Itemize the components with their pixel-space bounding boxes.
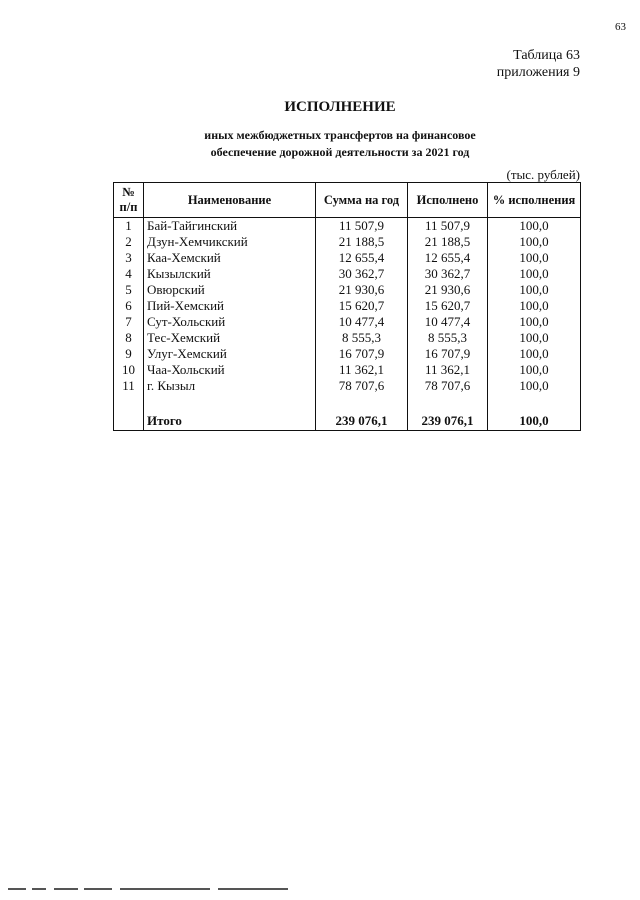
table-reference-line1: Таблица 63 [513,48,580,63]
row-done: 10 477,4 [408,314,488,330]
row-sum: 12 655,4 [316,250,408,266]
row-pct: 100,0 [488,218,581,235]
row-number: 6 [114,298,144,314]
table-row [114,362,581,378]
total-label: Итого [144,412,316,431]
table-row [114,266,581,282]
row-name: Чаа-Хольский [144,362,316,378]
row-name: г. Кызыл [144,378,316,394]
row-name: Кызылский [144,266,316,282]
row-sum: 16 707,9 [316,346,408,362]
row-sum: 8 555,3 [316,330,408,346]
row-name: Бай-Тайгинский [144,218,316,235]
header-number-line2: п/п [119,200,138,214]
row-number: 4 [114,266,144,282]
document-subtitle [0,127,640,161]
row-sum: 78 707,6 [316,378,408,394]
row-pct: 100,0 [488,346,581,362]
row-sum: 11 362,1 [316,362,408,378]
row-name: Сут-Хольский [144,314,316,330]
budget-table-container [113,182,580,431]
row-number: 3 [114,250,144,266]
table-row [114,282,581,298]
row-name: Овюрский [144,282,316,298]
header-done: Исполнено [408,183,488,218]
subtitle-line2: обеспечение дорожной деятельности за 2021 год [210,145,470,159]
header-name: Наименование [144,183,316,218]
row-done: 21 930,6 [408,282,488,298]
row-number: 5 [114,282,144,298]
row-pct: 100,0 [488,298,581,314]
row-done: 12 655,4 [408,250,488,266]
row-pct: 100,0 [488,250,581,266]
header-pct: % исполнения [488,183,581,218]
row-pct: 100,0 [488,330,581,346]
table-reference [497,47,580,81]
header-number-line1: № [122,185,135,199]
page-number: 63 [615,21,626,33]
row-done: 8 555,3 [408,330,488,346]
scan-footer-marks [8,888,308,890]
table-total-row [114,412,581,431]
spacer-cell [408,394,488,412]
document-title: ИСПОЛНЕНИЕ [284,99,396,115]
row-done: 30 362,7 [408,266,488,282]
row-name: Улуг-Хемский [144,346,316,362]
table-body [114,218,581,431]
header-number [114,183,144,218]
table-row [114,330,581,346]
table-row [114,298,581,314]
row-name: Тес-Хемский [144,330,316,346]
table-row [114,378,581,394]
row-done: 16 707,9 [408,346,488,362]
row-pct: 100,0 [488,266,581,282]
row-pct: 100,0 [488,282,581,298]
table-row [114,234,581,250]
row-sum: 21 930,6 [316,282,408,298]
row-done: 21 188,5 [408,234,488,250]
table-row [114,250,581,266]
table-reference-line2: приложения 9 [496,65,580,80]
spacer-cell [488,394,581,412]
total-done: 239 076,1 [408,412,488,431]
row-done: 11 507,9 [408,218,488,235]
row-done: 11 362,1 [408,362,488,378]
total-number [114,412,144,431]
row-pct: 100,0 [488,362,581,378]
table-header-row [114,183,581,218]
row-name: Каа-Хемский [144,250,316,266]
row-pct: 100,0 [488,378,581,394]
row-done: 15 620,7 [408,298,488,314]
row-done: 78 707,6 [408,378,488,394]
row-name: Пий-Хемский [144,298,316,314]
row-number: 10 [114,362,144,378]
row-sum: 15 620,7 [316,298,408,314]
row-number: 8 [114,330,144,346]
table-spacer-row [114,394,581,412]
units-label: (тыс. рублей) [506,167,580,182]
table-row [114,218,581,235]
row-sum: 30 362,7 [316,266,408,282]
spacer-cell [316,394,408,412]
header-sum: Сумма на год [316,183,408,218]
row-pct: 100,0 [488,234,581,250]
subtitle-line1: иных межбюджетных трансфертов на финансовое [204,128,476,142]
spacer-cell [144,394,316,412]
row-sum: 11 507,9 [316,218,408,235]
row-number: 7 [114,314,144,330]
row-sum: 10 477,4 [316,314,408,330]
row-sum: 21 188,5 [316,234,408,250]
row-number: 1 [114,218,144,235]
spacer-cell [114,394,144,412]
row-number: 2 [114,234,144,250]
row-number: 11 [114,378,144,394]
table-row [114,346,581,362]
row-pct: 100,0 [488,314,581,330]
budget-table [113,182,581,431]
table-row [114,314,581,330]
row-number: 9 [114,346,144,362]
total-sum: 239 076,1 [316,412,408,431]
row-name: Дзун-Хемчикский [144,234,316,250]
total-pct: 100,0 [488,412,581,431]
